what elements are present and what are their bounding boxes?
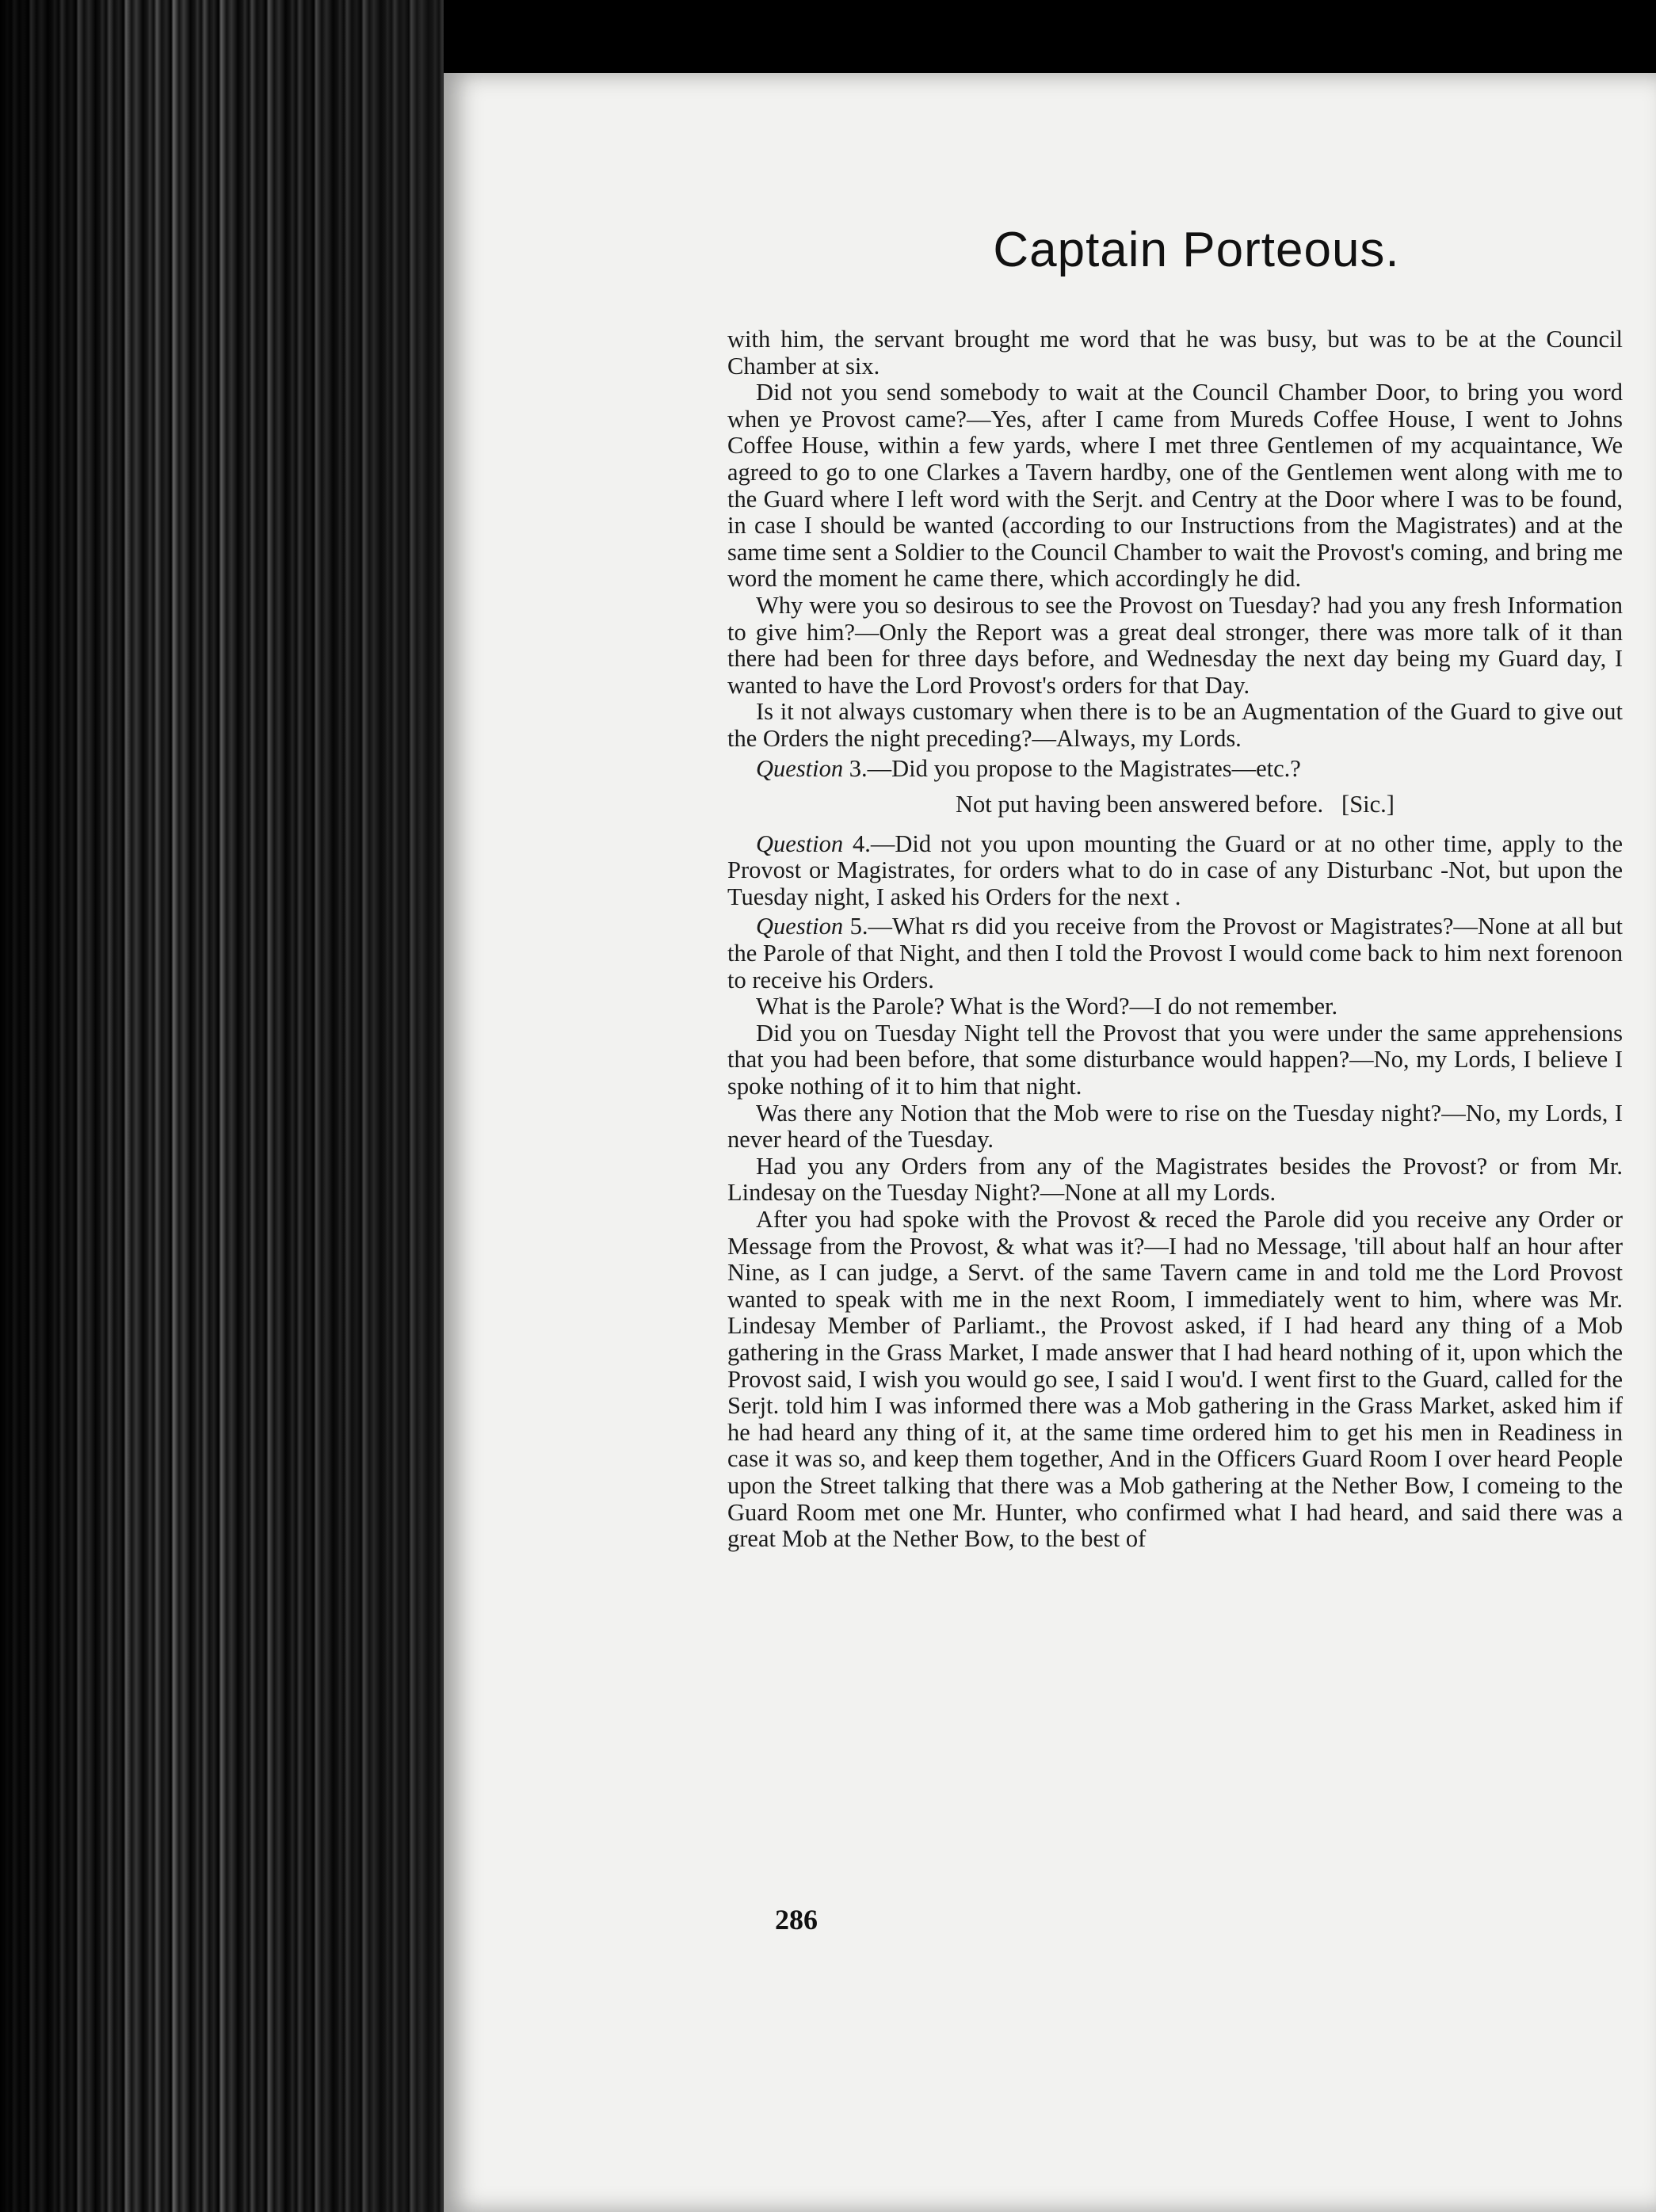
question-text: 5.—What rs did you receive from the Provost or Magistrates?—None at all but the Parole of that Night, and then I told the Provost I would come back to him next forenoon to receive his Orders. [727, 913, 1623, 993]
question-paragraph [727, 913, 1623, 993]
question-label: Question [756, 754, 844, 782]
paragraph: Did you on Tuesday Night tell the Provost that you were under the same apprehensions that you had been before, that some disturbance would happen?—No, my Lords, I believe I spoke nothing of it to him that night. [727, 1019, 1623, 1100]
paragraph: Why were you so desirous to see the Provost on Tuesday? had you any fresh Information to give him?—Only the Report was a great deal stronger, there was more talk of it than there had been for three days before, and Wednesday the next day being my Guard day, I wanted to have the Lord Provost's orders for that Day. [727, 591, 1623, 699]
editorial-note [727, 791, 1623, 818]
question-paragraph [727, 756, 1623, 783]
body-text [727, 326, 1623, 1553]
book-spine-edge [0, 0, 444, 2212]
paragraph: After you had spoke with the Provost & reced the Parole did you receive any Order or Message from the Provost, & what was it?—I had no Message, 'till about half an hour after Nine, as I can judge, a Servt. of the same Tavern came in and told me the Lord Provost wanted to speak with me in the next Room, I immediately went to him, where was Mr. Lindesay Member of Parliamt., the Provost asked, if I had heard any thing of a Mob gathering in the Grass Market, I made answer that I had heard nothing of it, upon which the Provost said, I wish you would go see, I said I wou'd. I went first to the Guard, called for the Serjt. told him I was informed there was a Mob gathering in the Grass Market, asked him if he had heard any thing of it, at the same time ordered him to get his men in Readiness in case it was so, and keep them together, And in the Officers Guard Room I over heard People upon the Street talking that there was a Mob gathering at the Nether Bow, I comeing to the Guard Room met one Mr. Hunter, who confirmed what I had heard, and said there was a great Mob at the Nether Bow, to the best of [727, 1206, 1623, 1553]
paragraph: Did not you send somebody to wait at the Council Chamber Door, to bring you word when ye Provost came?—Yes, after I came from Mureds Coffee House, I went to Johns Coffee House, within a few yards, where I met three Gentlemen of my acquaintance, We agreed to go to one Clarkes a Tavern hardby, one of the Gentlemen went along with me to the Guard where I left word with the Serjt. and Centry at the Door where I was to be found, in case I should be wanted (according to our Instructions from the Magistrates) and at the same time sent a Soldier to the Council Chamber to wait the Provost's coming, and bring me word the moment he came there, which accordingly he did. [727, 379, 1623, 593]
paragraph: Is it not always customary when there is to be an Augmentation of the Guard to give out the Orders the night preceding?—Always, my Lords. [727, 698, 1623, 752]
question-label: Question [756, 913, 844, 940]
page-number: 286 [775, 1904, 818, 1936]
paragraph: with him, the servant brought me word that he was busy, but was to be at the Council Chamber at six. [727, 326, 1623, 379]
page-title: Captain Porteous. [993, 223, 1400, 277]
note-text: Not put having been answered before. [956, 791, 1324, 818]
sic-note: [Sic.] [1341, 791, 1395, 818]
question-text: 4.—Did not you upon mounting the Guard or at no other time, apply to the Provost or Magistrates, for orders what to do in case of any Disturbanc -Not, but upon the Tuesday night, I asked his Orders for the next . [727, 830, 1623, 910]
question-text: 3.—Did you propose to the Magistrates—etc.? [843, 754, 1301, 782]
paragraph: Had you any Orders from any of the Magistrates besides the Provost? or from Mr. Lindesay on the Tuesday Night?—None at all my Lords. [727, 1152, 1623, 1207]
paragraph: What is the Parole? What is the Word?—I do not remember. [756, 993, 1338, 1020]
paragraph: Was there any Notion that the Mob were to rise on the Tuesday night?—No, my Lords, I never heard of the Tuesday. [727, 1099, 1623, 1154]
question-label: Question [756, 830, 844, 857]
question-paragraph [727, 831, 1623, 911]
